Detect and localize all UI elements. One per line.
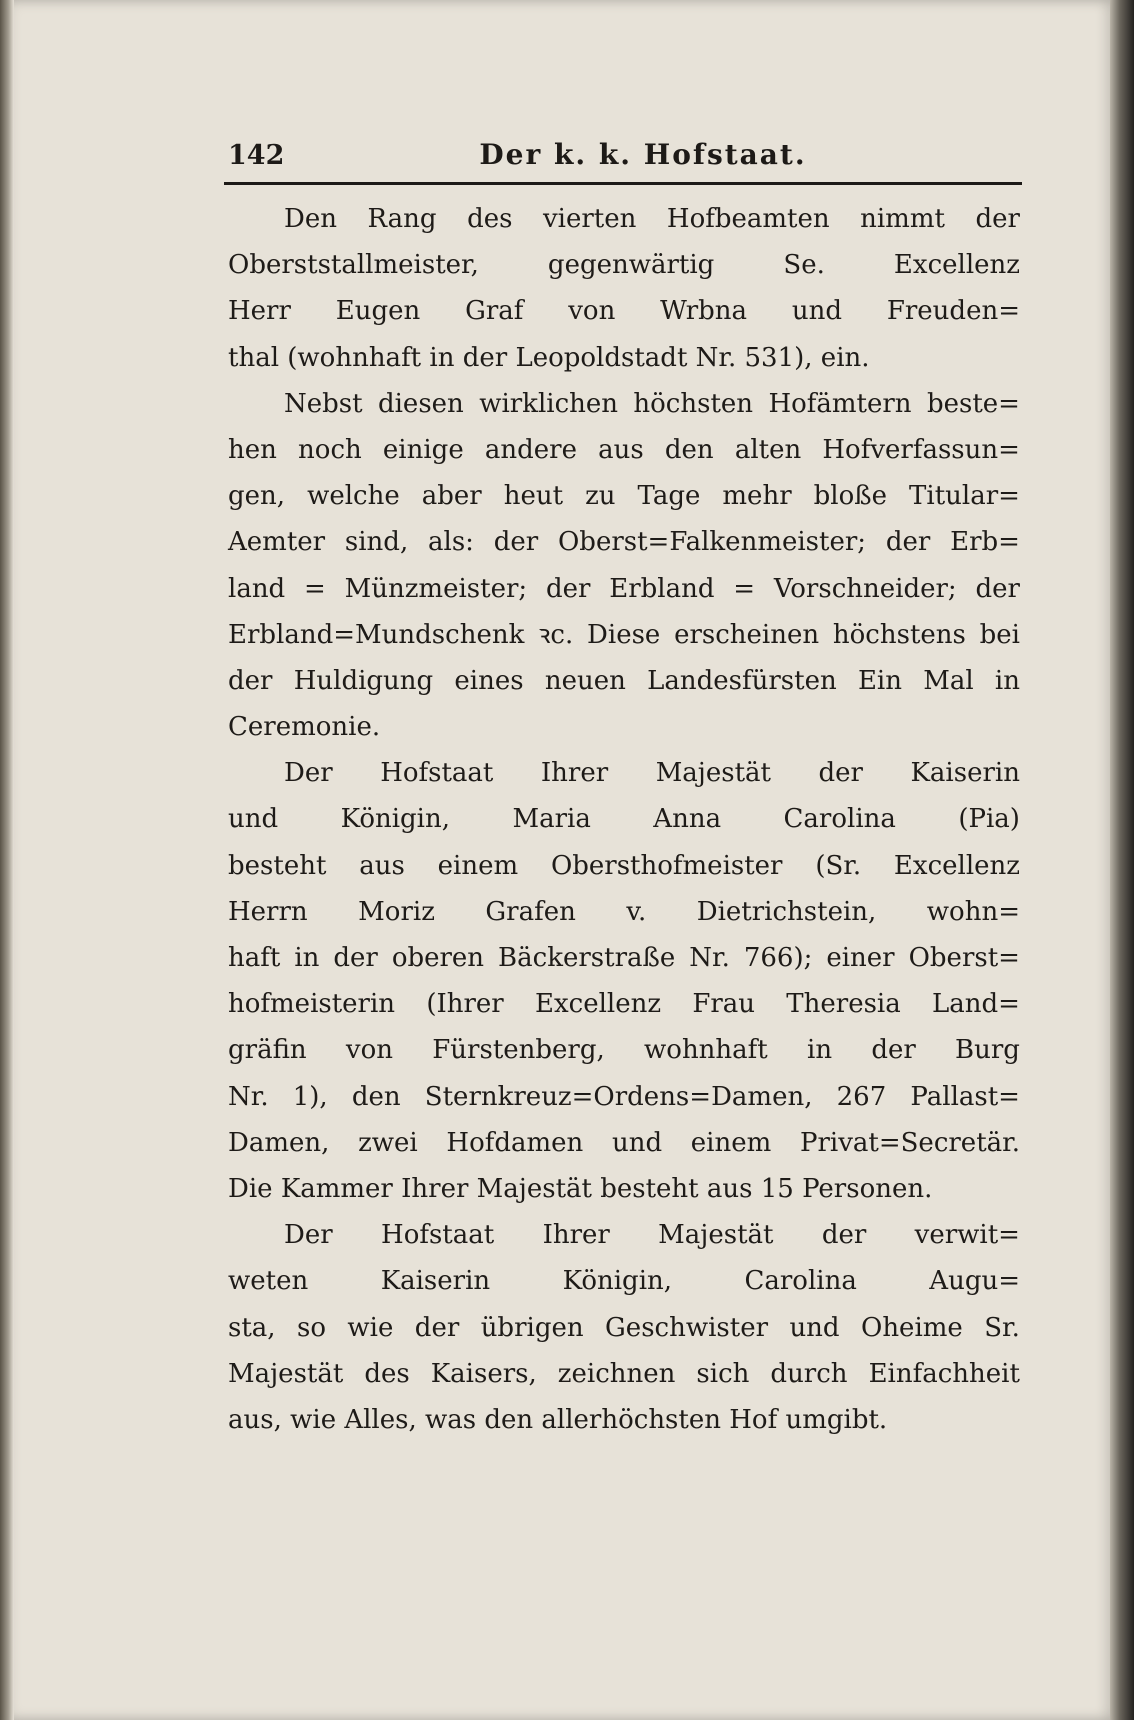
text-line: besteht aus einem Obersthofmeister (Sr. Excellenz — [228, 850, 1020, 881]
body-text — [228, 196, 1020, 1443]
page-header — [228, 138, 1018, 182]
text-line: Der Hofstaat Ihrer Majestät der Kaiserin — [284, 758, 1020, 789]
text-line: Aemter sind, als: der Oberst=Falkenmeister; der Erb= — [228, 527, 1020, 558]
text-line: gen, welche aber heut zu Tage mehr bloße Titular= — [228, 481, 1020, 512]
header-rule — [224, 182, 1022, 185]
text-line: sta, so wie der übrigen Geschwister und Oheime Sr. — [228, 1312, 1020, 1343]
text-line: Nebst diesen wirklichen höchsten Hofämtern beste= — [284, 388, 1020, 419]
text-line: hen noch einige andere aus den alten Hofverfassun= — [228, 434, 1020, 465]
text-line: Den Rang des vierten Hofbeamten nimmt der — [284, 204, 1020, 234]
page-edge-shadow — [1110, 0, 1134, 1720]
text-line: haft in der oberen Bäckerstraße Nr. 766); einer Oberst= — [228, 943, 1020, 973]
text-line: und Königin, Maria Anna Carolina (Pia) — [228, 804, 1020, 835]
text-line: hofmeisterin (Ihrer Excellenz Frau Theresia Land= — [228, 989, 1020, 1020]
text-line: thal (wohnhaft in der Leopoldstadt Nr. 531), ein. — [228, 342, 870, 373]
paragraph-2 — [228, 381, 1020, 751]
text-line: Erbland=Mundschenk ꝛc. Diese erscheinen höchstens bei — [228, 619, 1020, 650]
text-line: Der Hofstaat Ihrer Majestät der verwit= — [284, 1220, 1020, 1251]
text-line: Majestät des Kaisers, zeichnen sich durch Einfachheit — [228, 1358, 1020, 1389]
text-line: Herr Eugen Graf von Wrbna und Freuden= — [228, 296, 1020, 327]
text-line: Oberststallmeister, gegenwärtig Se. Excellenz — [228, 250, 1020, 281]
text-line: der Huldigung eines neuen Landesfürsten Ein Mal in — [228, 665, 1020, 696]
page-gutter-shadow — [0, 0, 14, 1720]
text-line: Nr. 1), den Sternkreuz=Ordens=Damen, 267 Pallast= — [228, 1081, 1020, 1112]
text-line: Damen, zwei Hofdamen und einem Privat=Secretär. — [228, 1127, 1020, 1158]
paragraph-4 — [228, 1212, 1020, 1443]
text-line: land = Münzmeister; der Erbland = Vorschneider; der — [228, 573, 1020, 604]
text-line: aus, wie Alles, was den allerhöchsten Hof umgibt. — [228, 1404, 888, 1435]
text-line: gräfin von Fürstenberg, wohnhaft in der Burg — [228, 1035, 1020, 1066]
paragraph-3 — [228, 750, 1020, 1212]
text-line: Ceremonie. — [228, 712, 381, 743]
text-line: weten Kaiserin Königin, Carolina Augu= — [228, 1266, 1020, 1297]
text-line: Herrn Moriz Grafen v. Dietrichstein, wohn= — [228, 896, 1020, 927]
text-line: Die Kammer Ihrer Majestät besteht aus 15 Personen. — [228, 1173, 933, 1204]
running-title: Der k. k. Hofstaat. — [479, 138, 807, 171]
page-number: 142 — [228, 140, 285, 171]
paragraph-1 — [228, 196, 1020, 381]
